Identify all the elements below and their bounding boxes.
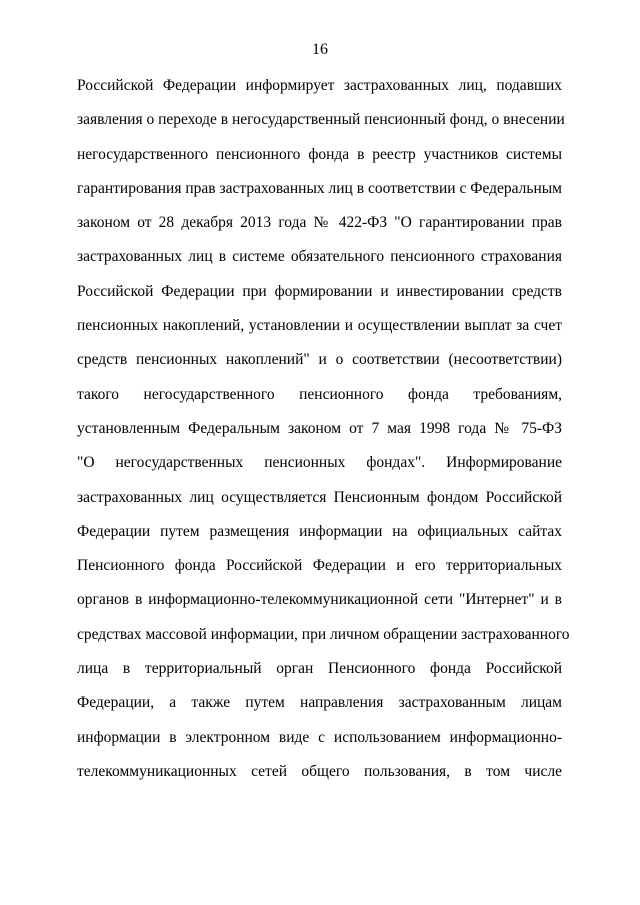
text-line: пенсионных накоплений, установлении и осуществлении выплат за счет [77, 317, 562, 335]
page-number: 16 [312, 41, 328, 58]
text-line: застрахованных лиц осуществляется Пенсионным фондом Российской [77, 488, 562, 506]
text-line: информации в электронном виде с использованием информационно- [77, 728, 562, 746]
text-line: такого негосударственного пенсионного фонда требованиям, [77, 385, 562, 403]
text-line: средствах массовой информации, при личном обращении застрахованного [77, 625, 570, 643]
text-line: лица в территориальный орган Пенсионного фонда Российской [77, 660, 562, 678]
text-line: Пенсионного фонда Российской Федерации и его территориальных [77, 557, 562, 575]
text-line: застрахованных лиц в системе обязательного пенсионного страхования [77, 248, 562, 266]
text-line: телекоммуникационных сетей общего пользования, в том числе [77, 762, 562, 780]
text-line: "О негосударственных пенсионных фондах". Информирование [77, 454, 562, 472]
text-line: Федерации путем размещения информации на официальных сайтах [77, 522, 562, 540]
text-line: органов в информационно-телекоммуникационной сети "Интернет" и в [77, 591, 562, 609]
text-line: средств пенсионных накоплений" и о соответствии (несоответствии) [77, 351, 562, 369]
text-line: установленным Федеральным законом от 7 мая 1998 года № 75-ФЗ [77, 419, 562, 437]
text-line: Российской Федерации при формировании и инвестировании средств [77, 282, 562, 300]
text-line: заявления о переходе в негосударственный пенсионный фонд, о внесении [77, 111, 565, 129]
text-line: Федерации, а также путем направления застрахованным лицам [77, 694, 562, 712]
text-line: законом от 28 декабря 2013 года № 422-ФЗ "О гарантировании прав [77, 214, 562, 232]
text-line: гарантирования прав застрахованных лиц в соответствии с Федеральным [77, 179, 562, 197]
text-line: негосударственного пенсионного фонда в реестр участников системы [77, 145, 562, 163]
document-body [77, 76, 570, 796]
text-line: Российской Федерации информирует застрахованных лиц, подавших [77, 77, 562, 94]
